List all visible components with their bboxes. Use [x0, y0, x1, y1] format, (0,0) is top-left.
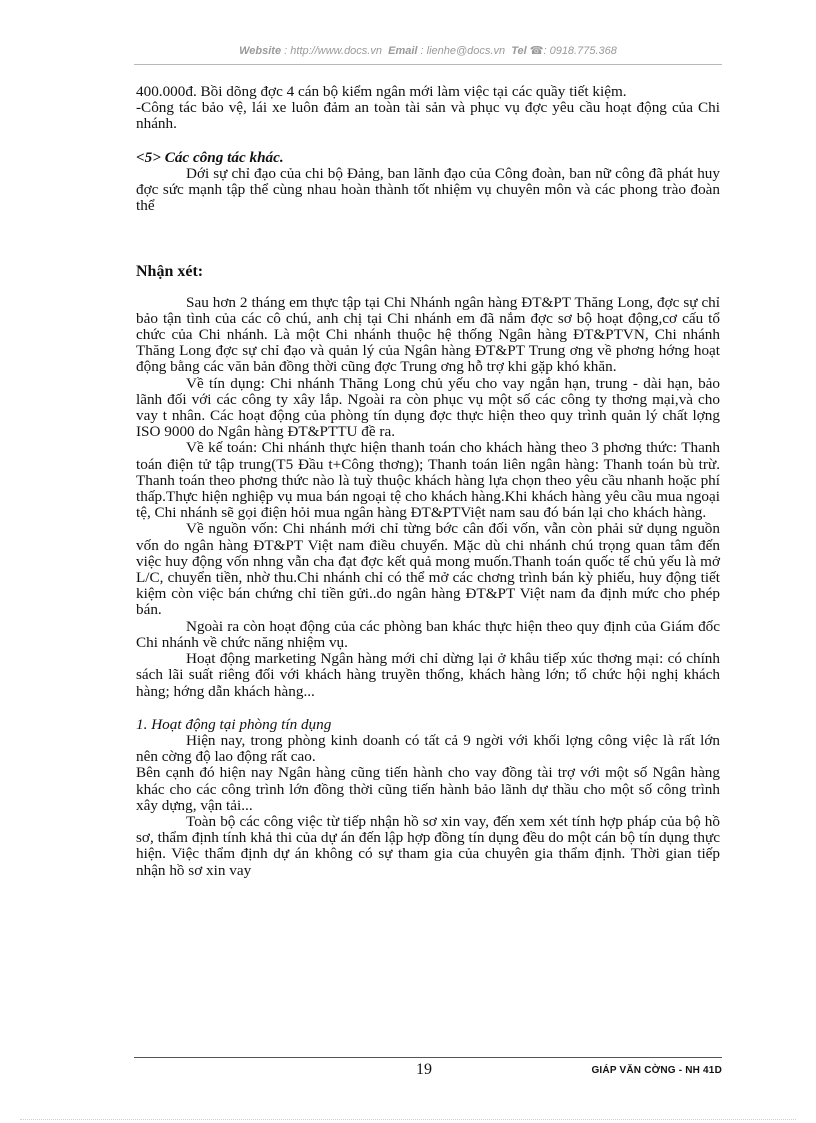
section-title: <5> Các công tác khác. — [136, 148, 284, 166]
paragraph: Về nguồn vốn: Chi nhánh mới chỉ từng bớc cân đối vốn, vẫn còn phải sử dụng nguồn vốn do ngân hàng ĐT&PT Việt nam điều chuyển. Mặc dù chi nhánh chú trọng quan tâm đến việc huy động vốn nhng vẫn cha đạt đợc kết quả mong muốn.Thanh toán quốc tế chủ yếu là mở L/C, chuyển tiền, nhờ thu.Chi nhánh chỉ có thể mở các chơng trình bán kỳ phiếu, huy động tiết kiệm còn việc bán chứng chỉ tiền gửi..do ngân hàng ĐT&PT Việt nam đa định mức cho phép bán. — [136, 520, 720, 619]
paragraph: Về kế toán: Chi nhánh thực hiện thanh toán cho khách hàng theo 3 phơng thức: Thanh toán điện tử tập trung(T5 Đầu t+Công thơng); Thanh toán liên ngân hàng: Thanh toán bù trừ. Thanh toán theo phơng thức nào là tuỳ thuộc khách hàng lựa chọn theo yêu cầu nhanh hoặc phí thấp.Thực hiện nghiệp vụ mua bán ngoại tệ cho khách hàng.Khi khách hàng yêu cầu mua ngoại tệ, Chi nhánh sẽ gọi điện hỏi mua ngân hàng ĐT&PTViệt nam sau đó bán lại cho khách hàng. — [136, 439, 720, 522]
paragraph: Dới sự chỉ đạo của chi bộ Đảng, ban lãnh đạo của Công đoàn, ban nữ công đã phát huy đợc sức mạnh tập thể cùng nhau hoàn thành tốt nhiệm vụ chuyên môn và các phong trào đoàn thể — [136, 164, 720, 215]
header-divider — [134, 64, 722, 65]
paragraph: Hiện nay, trong phòng kinh doanh có tất cả 9 ngời với khối lợng công việc là rất lớn nên cờng độ lao động rất cao. — [136, 731, 720, 766]
paragraph: Ngoài ra còn hoạt động của các phòng ban khác thực hiện theo quy định của Giám đốc Chi nhánh về chức năng nhiệm vụ. — [136, 617, 720, 651]
paragraph: 400.000đ. Bồi dõng đợc 4 cán bộ kiểm ngân mới làm việc tại các quầy tiết kiệm. — [136, 83, 627, 100]
phone-icon: ☎ — [529, 45, 544, 57]
paragraph: Sau hơn 2 tháng em thực tập tại Chi Nhánh ngân hàng ĐT&PT Thăng Long, đợc sự chỉ bảo tận tình của các cô chú, anh chị tại Chi nhánh em đã nắm đợc sơ bộ hoạt động,cơ cấu tổ chức của Chi nhánh. Là một Chi nhánh thuộc hệ thống Ngân hàng ĐT&PTVN, Chi nhánh Thăng Long đợc sự chỉ đạo và quản lý của Ngân hàng ĐT&PT Trung ơng về phơng hớng hoạt động bằng các văn bản đồng thời cũng đợc Trung ơng hỗ trợ khi gặp khó khăn. — [136, 293, 720, 376]
document-body — [136, 84, 720, 879]
section-heading: Nhận xét: — [136, 263, 204, 281]
paragraph: Hoạt động marketing Ngân hàng mới chỉ dừng lại ở khâu tiếp xúc thơng mại: có chính sách lãi suất riêng đối với khách hàng truyền thống, khách hàng lớn; tổ chức hội nghị khách hàng; hớng dẫn khách hàng... — [136, 650, 720, 700]
email-label: Email — [388, 45, 418, 57]
footer-divider — [134, 1057, 722, 1058]
email-value: : lienhe@docs.vn — [420, 45, 506, 57]
subsection-title: 1. Hoạt động tại phòng tín dụng — [136, 715, 332, 733]
paragraph: Bên cạnh đó hiện nay Ngân hàng cũng tiến hành cho vay đồng tài trợ với một số Ngân hàng khác cho các công trình lớn đồng thời cũng tiến hành bảo lãnh dự thầu cho một số công trình xây dựng, vận tải... — [136, 764, 720, 814]
page-number: 19 — [416, 1061, 432, 1078]
website-value: : http://www.docs.vn — [284, 45, 382, 57]
tel-value: : 0918.775.368 — [543, 45, 617, 57]
tel-label: Tel — [511, 45, 527, 57]
paragraph: Toàn bộ các công việc từ tiếp nhận hồ sơ xin vay, đến xem xét tính hợp pháp của bộ hồ sơ, thẩm định tính khả thi của dự án đến lập hợp đồng tín dụng đều do một cán bộ tín dụng thực hiện. Việc thẩm định dự án không có sự tham gia của chuyên gia thẩm định. Thời gian tiếp nhận hồ sơ xin vay — [136, 812, 720, 879]
website-label: Website — [239, 45, 282, 57]
paragraph: -Công tác bảo vệ, lái xe luôn đảm an toàn tài sản và phục vụ đợc yêu cầu hoạt động của Chi nhánh. — [136, 99, 720, 133]
footer-author: GIÁP VĂN CỜNG - NH 41D — [591, 1065, 722, 1076]
page-edge-dotted-line — [20, 1119, 796, 1120]
page-header — [134, 44, 722, 57]
paragraph: Về tín dụng: Chi nhánh Thăng Long chủ yếu cho vay ngắn hạn, trung - dài hạn, bảo lãnh đối với các công ty xây lắp. Ngoài ra còn phục vụ một số các công ty thơng mại,và cho vay t nhân. Các hoạt động của phòng tín dụng đợc thực hiện theo quy trình quản lý chất lợng ISO 9000 do Ngân hàng ĐT&PTTU đề ra. — [136, 374, 720, 441]
